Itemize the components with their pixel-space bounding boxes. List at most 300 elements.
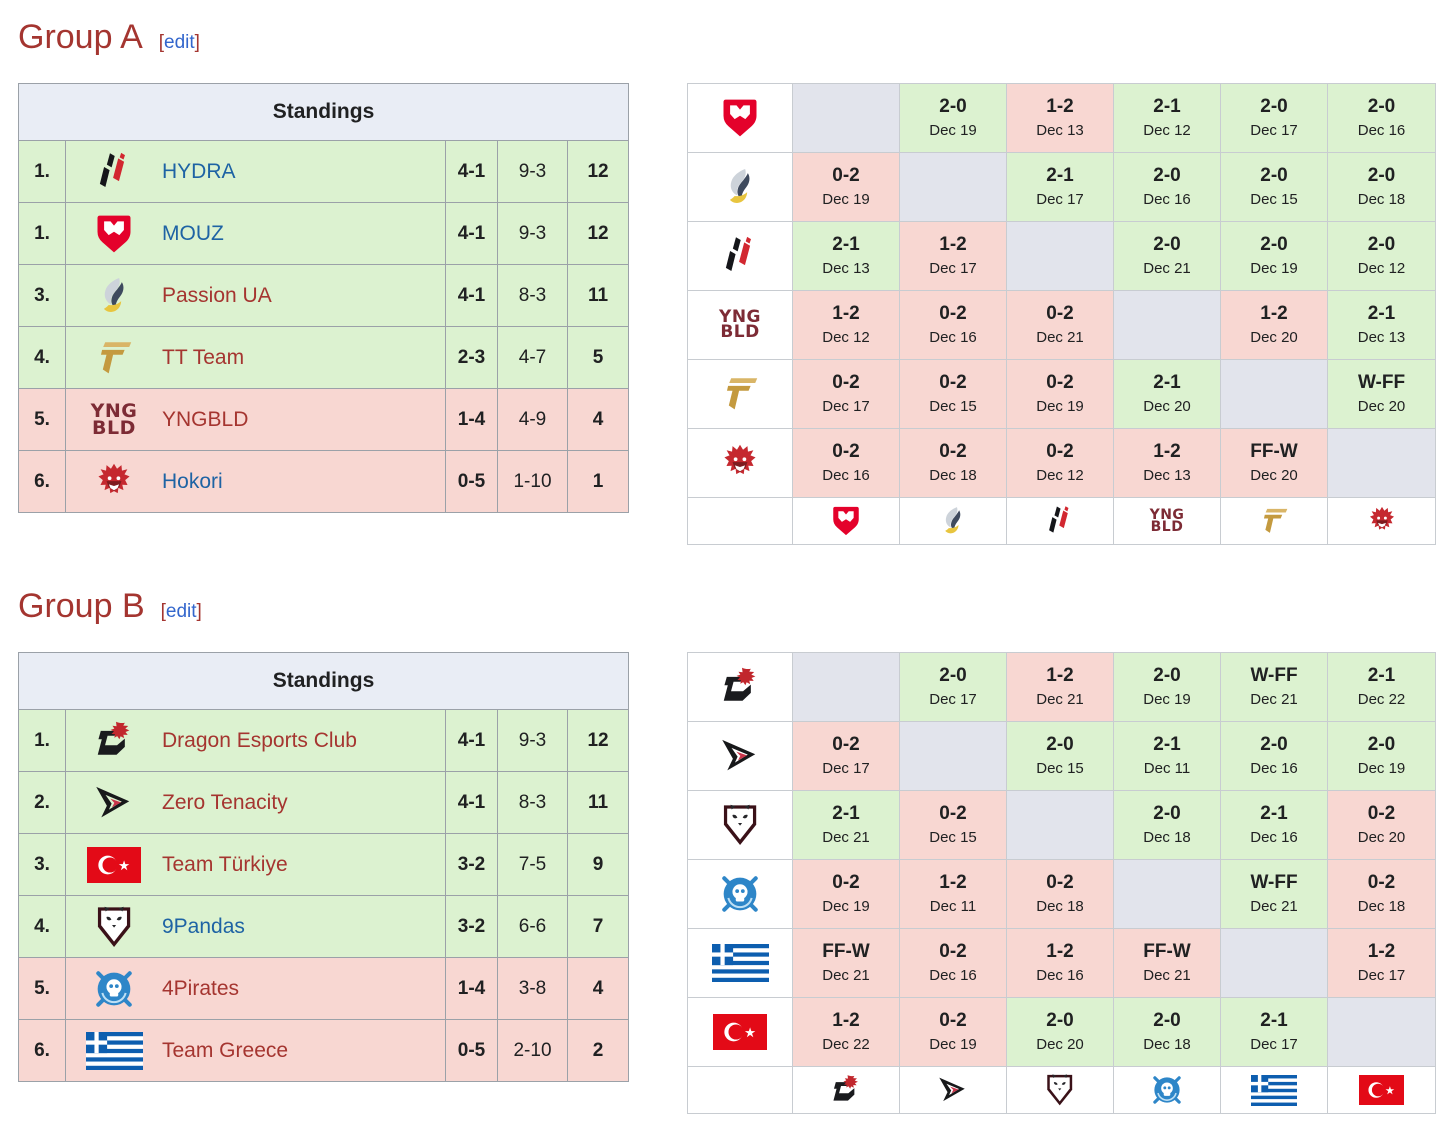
match-date: Dec 17: [1357, 967, 1406, 985]
match-record-cell: 0-5: [446, 451, 498, 513]
yngbld-logo-icon[interactable]: YNG BLD: [1149, 506, 1185, 536]
match-date: Dec 15: [929, 829, 977, 847]
group-a-heading: [18, 18, 1434, 57]
match-score: 0-2: [1046, 872, 1074, 894]
diagonal-cell: [1007, 791, 1114, 860]
rank-cell: 5.: [19, 958, 66, 1020]
yngbld-logo-icon[interactable]: YNG BLD: [90, 399, 138, 439]
diagonal-cell: [1221, 360, 1328, 429]
crosstable-row: [688, 722, 1436, 791]
crosstable-row-team-cell: [688, 429, 793, 498]
points-cell: 11: [568, 265, 629, 327]
diagonal-cell: [1328, 429, 1436, 498]
team-cell-content: [66, 1032, 445, 1070]
diagonal-cell: [1007, 222, 1114, 291]
match-score: 0-2: [1367, 803, 1396, 825]
match-date: Dec 17: [1250, 1036, 1298, 1054]
4pirates-logo-icon[interactable]: [1114, 1073, 1220, 1107]
crosstable-row-team-cell: [688, 222, 793, 291]
match-cell: [1114, 153, 1221, 222]
points-cell: 7: [568, 896, 629, 958]
team-link[interactable]: Team Greece: [162, 1038, 289, 1062]
team-link[interactable]: HYDRA: [162, 159, 236, 183]
game-record-cell: 3-8: [498, 958, 568, 1020]
match-score: 0-2: [832, 165, 860, 187]
team-cell-content: [66, 967, 445, 1011]
match-cell: [1328, 291, 1436, 360]
passion-ua-logo-icon[interactable]: [900, 504, 1006, 538]
match-score: 1-2: [1367, 941, 1396, 963]
match-score: 2-0: [939, 96, 967, 118]
match-date: Dec 20: [1036, 1036, 1084, 1054]
team-cell-content: [66, 781, 445, 825]
match-cell: [1007, 291, 1114, 360]
crosstable-column-team-cell: [900, 498, 1007, 545]
match-record-cell: 2-3: [446, 327, 498, 389]
9pandas-logo-icon[interactable]: [66, 905, 162, 949]
rank-cell: 5.: [19, 389, 66, 451]
standings-row: [19, 203, 629, 265]
9pandas-logo-icon[interactable]: [688, 803, 792, 847]
crosstable-row-team-cell: [688, 653, 793, 722]
match-cell: [1114, 222, 1221, 291]
hokori-logo-icon[interactable]: [66, 460, 162, 504]
match-score: 0-2: [1046, 303, 1074, 325]
match-cell: [1007, 860, 1114, 929]
match-cell: [1221, 153, 1328, 222]
match-score: W-FF: [1250, 872, 1298, 894]
match-date: Dec 19: [1036, 397, 1084, 415]
9pandas-logo-icon[interactable]: [1007, 1073, 1113, 1107]
rank-cell: 6.: [19, 451, 66, 513]
match-cell: [1328, 929, 1436, 998]
team-greece-flag-icon[interactable]: [66, 1032, 162, 1070]
match-record-cell: 4-1: [446, 203, 498, 265]
crosstable-row: [688, 291, 1436, 360]
points-cell: 11: [568, 772, 629, 834]
passion-ua-logo-icon[interactable]: [688, 165, 792, 209]
rank-cell: 4.: [19, 896, 66, 958]
match-date: Dec 21: [1250, 691, 1298, 709]
match-date: Dec 19: [929, 121, 977, 139]
match-cell: [900, 84, 1007, 153]
match-record-cell: 3-2: [446, 834, 498, 896]
match-cell: [1114, 653, 1221, 722]
match-record-cell: 4-1: [446, 710, 498, 772]
match-cell: [1007, 722, 1114, 791]
crosstable-column-team-cell: [793, 1067, 900, 1114]
match-cell: [1221, 860, 1328, 929]
match-date: Dec 16: [929, 967, 977, 985]
match-score: 1-2: [1046, 665, 1074, 687]
match-cell: [1007, 653, 1114, 722]
match-cell: [1221, 291, 1328, 360]
match-date: Dec 20: [1357, 397, 1406, 415]
match-date: Dec 18: [1357, 898, 1406, 916]
match-score: FF-W: [1143, 941, 1191, 963]
rank-cell: 3.: [19, 834, 66, 896]
game-record-cell: 4-9: [498, 389, 568, 451]
match-score: 0-2: [1046, 441, 1074, 463]
game-record-cell: 4-7: [498, 327, 568, 389]
diagonal-cell: [1114, 291, 1221, 360]
match-cell: [793, 429, 900, 498]
rank-cell: 1.: [19, 141, 66, 203]
team-greece-flag-icon[interactable]: [1221, 1075, 1327, 1106]
match-record-cell: 3-2: [446, 896, 498, 958]
zero-tenacity-logo-icon[interactable]: [900, 1073, 1006, 1107]
match-date: Dec 16: [1357, 121, 1406, 139]
team-cell-content: [66, 212, 445, 256]
match-record-cell: 4-1: [446, 265, 498, 327]
crosstable-row: [688, 998, 1436, 1067]
standings-row: [19, 1020, 629, 1082]
match-score: 2-0: [939, 665, 967, 687]
diagonal-cell: [1221, 929, 1328, 998]
crosstable-column-team-cell: [793, 498, 900, 545]
match-date: Dec 19: [822, 898, 870, 916]
crosstable-row-team-cell: [688, 722, 793, 791]
match-score: 2-1: [1153, 372, 1181, 394]
standings-row: [19, 896, 629, 958]
game-record-cell: 2-10: [498, 1020, 568, 1082]
team-cell: [66, 958, 446, 1020]
crosstable-column-team-cell: [1328, 498, 1436, 545]
crosstable-row-team-cell: [688, 84, 793, 153]
match-cell: [1114, 84, 1221, 153]
match-date: Dec 13: [1143, 466, 1191, 484]
match-date: Dec 21: [822, 829, 870, 847]
match-date: Dec 16: [1250, 760, 1298, 778]
match-score: 2-0: [1367, 165, 1396, 187]
match-cell: [793, 998, 900, 1067]
team-cell-content: [66, 399, 445, 439]
match-date: Dec 19: [929, 1036, 977, 1054]
dragon-esports-club-logo-icon[interactable]: [688, 665, 792, 709]
4pirates-logo-icon[interactable]: [66, 967, 162, 1011]
crosstable-column-team-cell: [1114, 498, 1221, 545]
team-link[interactable]: Team Türkiye: [162, 852, 288, 876]
match-score: 2-0: [1367, 234, 1396, 256]
match-score: 1-2: [1260, 303, 1288, 325]
standings-row: [19, 710, 629, 772]
match-date: Dec 20: [1143, 397, 1191, 415]
team-cell: [66, 1020, 446, 1082]
crosstable-empty-corner: [688, 1067, 793, 1114]
crosstable-row-team-cell: [688, 860, 793, 929]
match-date: Dec 15: [929, 397, 977, 415]
standings-row: [19, 265, 629, 327]
match-date: Dec 12: [1036, 466, 1084, 484]
rank-cell: 1.: [19, 710, 66, 772]
standings-header: Standings: [19, 653, 629, 710]
zero-tenacity-logo-icon[interactable]: [688, 734, 792, 778]
diagonal-cell: [1114, 860, 1221, 929]
match-date: Dec 21: [822, 967, 870, 985]
match-score: FF-W: [822, 941, 870, 963]
team-cell: [66, 327, 446, 389]
dragon-esports-club-logo-icon[interactable]: [793, 1073, 899, 1107]
game-record-cell: 7-5: [498, 834, 568, 896]
edit-link[interactable]: edit: [164, 32, 195, 53]
match-score: 1-2: [832, 303, 860, 325]
match-date: Dec 21: [1250, 898, 1298, 916]
match-cell: [1114, 429, 1221, 498]
team-cell: [66, 896, 446, 958]
match-cell: [793, 929, 900, 998]
match-cell: [1328, 722, 1436, 791]
tt-team-logo-icon[interactable]: [688, 372, 792, 416]
match-date: Dec 22: [822, 1036, 870, 1054]
team-link[interactable]: YNGBLD: [162, 407, 249, 431]
match-cell: [900, 653, 1007, 722]
team-cell: [66, 203, 446, 265]
match-score: 0-2: [832, 441, 860, 463]
match-cell: [1114, 722, 1221, 791]
edit-section: [edit]: [158, 32, 200, 53]
match-cell: [793, 722, 900, 791]
match-date: Dec 13: [1036, 121, 1084, 139]
crosstable-row-team-cell: [688, 291, 793, 360]
points-cell: 4: [568, 958, 629, 1020]
match-record-cell: 1-4: [446, 389, 498, 451]
match-score: 0-2: [1367, 872, 1396, 894]
match-cell: [1328, 222, 1436, 291]
match-cell: [900, 929, 1007, 998]
diagonal-cell: [900, 153, 1007, 222]
crosstable-column-team-cell: [1221, 1067, 1328, 1114]
team-turkiye-flag-icon[interactable]: [1328, 1075, 1435, 1105]
crosstable-column-team-cell: [900, 1067, 1007, 1114]
crosstable-row: [688, 153, 1436, 222]
standings-row: [19, 451, 629, 513]
standings-row: [19, 141, 629, 203]
team-cell-content: [66, 150, 445, 194]
hokori-logo-icon[interactable]: [688, 441, 792, 485]
match-date: Dec 16: [1036, 967, 1084, 985]
match-date: Dec 17: [822, 397, 870, 415]
group-b-body: [18, 652, 1434, 1114]
match-cell: [793, 291, 900, 360]
match-score: 2-1: [1153, 734, 1181, 756]
team-greece-flag-icon[interactable]: [688, 944, 792, 982]
crosstable-column-team-cell: [1221, 498, 1328, 545]
game-record-cell: 9-3: [498, 203, 568, 265]
standings-table-group-b: [18, 652, 629, 1082]
points-cell: 12: [568, 141, 629, 203]
tt-team-logo-icon[interactable]: [66, 336, 162, 380]
match-cell: [1114, 360, 1221, 429]
match-cell: [1328, 84, 1436, 153]
team-cell: [66, 389, 446, 451]
match-score: 2-0: [1153, 803, 1181, 825]
edit-link[interactable]: edit: [165, 601, 197, 623]
team-cell: [66, 772, 446, 834]
tt-team-logo-icon[interactable]: [1221, 504, 1327, 538]
standings-row: [19, 327, 629, 389]
match-score: 1-2: [1153, 441, 1181, 463]
match-cell: [793, 360, 900, 429]
points-cell: 5: [568, 327, 629, 389]
crosstable-row: [688, 429, 1436, 498]
match-date: Dec 18: [1143, 829, 1191, 847]
team-link[interactable]: Passion UA: [162, 283, 272, 307]
crosstable-column-team-cell: [1328, 1067, 1436, 1114]
match-score: 2-1: [1046, 165, 1074, 187]
match-cell: [1221, 998, 1328, 1067]
match-date: Dec 18: [1036, 898, 1084, 916]
match-date: Dec 17: [822, 760, 870, 778]
match-date: Dec 12: [822, 328, 870, 346]
section-group-a: [18, 18, 1434, 545]
match-cell: [1328, 653, 1436, 722]
match-cell: [1007, 84, 1114, 153]
match-score: 2-0: [1260, 165, 1288, 187]
yngbld-logo-icon[interactable]: YNG BLD: [719, 306, 762, 343]
match-cell: [1221, 653, 1328, 722]
match-date: Dec 17: [1036, 190, 1084, 208]
group-a-body: [18, 83, 1434, 545]
match-score: 2-0: [1367, 96, 1396, 118]
crosstable-group-b: [687, 652, 1436, 1114]
team-link[interactable]: Zero Tenacity: [162, 790, 288, 814]
team-cell: [66, 451, 446, 513]
match-score: 0-2: [832, 372, 860, 394]
standings-row: [19, 958, 629, 1020]
match-cell: [1114, 998, 1221, 1067]
team-link[interactable]: Hokori: [162, 469, 223, 493]
hydra-logo-icon[interactable]: [688, 234, 792, 278]
match-date: Dec 12: [1357, 259, 1406, 277]
points-cell: 12: [568, 203, 629, 265]
mouz-logo-icon[interactable]: [793, 504, 899, 538]
match-cell: [1114, 929, 1221, 998]
hydra-logo-icon[interactable]: [1007, 504, 1113, 538]
match-cell: [900, 360, 1007, 429]
standings-header: Standings: [19, 84, 629, 141]
match-score: 1-2: [939, 234, 967, 256]
match-score: 2-0: [1367, 734, 1396, 756]
match-score: 2-0: [1153, 165, 1181, 187]
match-date: Dec 18: [1357, 190, 1406, 208]
group-b-heading: [18, 587, 1434, 626]
dragon-esports-club-logo-icon[interactable]: [66, 719, 162, 763]
points-cell: 4: [568, 389, 629, 451]
standings-row: [19, 834, 629, 896]
match-cell: [900, 291, 1007, 360]
match-date: Dec 17: [929, 259, 977, 277]
section-group-b: [18, 587, 1434, 1114]
match-cell: [1114, 791, 1221, 860]
hokori-logo-icon[interactable]: [1328, 504, 1435, 538]
team-link[interactable]: MOUZ: [162, 221, 224, 245]
match-cell: [1221, 222, 1328, 291]
match-score: 0-2: [832, 734, 860, 756]
standings-row: [19, 772, 629, 834]
match-cell: [900, 998, 1007, 1067]
team-link[interactable]: TT Team: [162, 345, 245, 369]
match-date: Dec 17: [929, 691, 977, 709]
match-cell: [793, 791, 900, 860]
match-score: 2-1: [832, 803, 860, 825]
match-date: Dec 11: [929, 898, 977, 916]
match-score: 2-0: [1046, 734, 1074, 756]
match-score: 2-0: [1153, 234, 1181, 256]
team-link[interactable]: 4Pirates: [162, 976, 240, 1000]
match-record-cell: 0-5: [446, 1020, 498, 1082]
zero-tenacity-logo-icon[interactable]: [66, 781, 162, 825]
match-date: Dec 21: [1036, 691, 1084, 709]
crosstable-row: [688, 84, 1436, 153]
match-date: Dec 12: [1143, 121, 1191, 139]
standings-header-row: [19, 653, 629, 710]
crosstable-row: [688, 791, 1436, 860]
match-date: Dec 19: [1143, 691, 1191, 709]
match-cell: [793, 153, 900, 222]
4pirates-logo-icon[interactable]: [688, 872, 792, 916]
points-cell: 2: [568, 1020, 629, 1082]
match-score: 2-1: [1153, 96, 1181, 118]
crosstable-row-team-cell: [688, 998, 793, 1067]
match-date: Dec 16: [1143, 190, 1191, 208]
team-turkiye-flag-icon[interactable]: [688, 1014, 792, 1050]
game-record-cell: 6-6: [498, 896, 568, 958]
crosstable-row: [688, 860, 1436, 929]
match-score: 1-2: [939, 872, 967, 894]
points-cell: 1: [568, 451, 629, 513]
crosstable-row-team-cell: [688, 929, 793, 998]
diagonal-cell: [793, 653, 900, 722]
match-date: Dec 16: [1250, 829, 1298, 847]
match-cell: [1221, 791, 1328, 860]
game-record-cell: 9-3: [498, 141, 568, 203]
match-record-cell: 4-1: [446, 772, 498, 834]
points-cell: 12: [568, 710, 629, 772]
match-score: 2-0: [1260, 96, 1288, 118]
team-cell-content: [66, 460, 445, 504]
team-link[interactable]: 9Pandas: [162, 914, 245, 938]
match-date: Dec 16: [929, 328, 977, 346]
match-date: Dec 20: [1250, 328, 1298, 346]
rank-cell: 4.: [19, 327, 66, 389]
match-cell: [1007, 929, 1114, 998]
match-score: 2-1: [1260, 1010, 1288, 1032]
mouz-logo-icon[interactable]: [688, 96, 792, 140]
hydra-logo-icon[interactable]: [66, 150, 162, 194]
standings-table-group-a: [18, 83, 629, 513]
match-score: 0-2: [939, 372, 967, 394]
crosstable-column-team-cell: [1114, 1067, 1221, 1114]
standings-row: [19, 389, 629, 451]
game-record-cell: 8-3: [498, 265, 568, 327]
match-date: Dec 18: [929, 466, 977, 484]
team-turkiye-flag-icon[interactable]: [66, 847, 162, 883]
match-date: Dec 21: [1036, 328, 1084, 346]
team-link[interactable]: Dragon Esports Club: [162, 728, 357, 752]
match-date: Dec 21: [1143, 967, 1191, 985]
match-score: FF-W: [1250, 441, 1298, 463]
passion-ua-logo-icon[interactable]: [66, 274, 162, 318]
match-cell: [1221, 722, 1328, 791]
match-date: Dec 13: [822, 259, 870, 277]
match-date: Dec 21: [1143, 259, 1191, 277]
match-cell: [1221, 84, 1328, 153]
match-cell: [1328, 360, 1436, 429]
crosstable-column-team-cell: [1007, 498, 1114, 545]
mouz-logo-icon[interactable]: [66, 212, 162, 256]
match-score: 2-0: [1260, 734, 1288, 756]
group-b-title: Group B: [18, 587, 145, 626]
